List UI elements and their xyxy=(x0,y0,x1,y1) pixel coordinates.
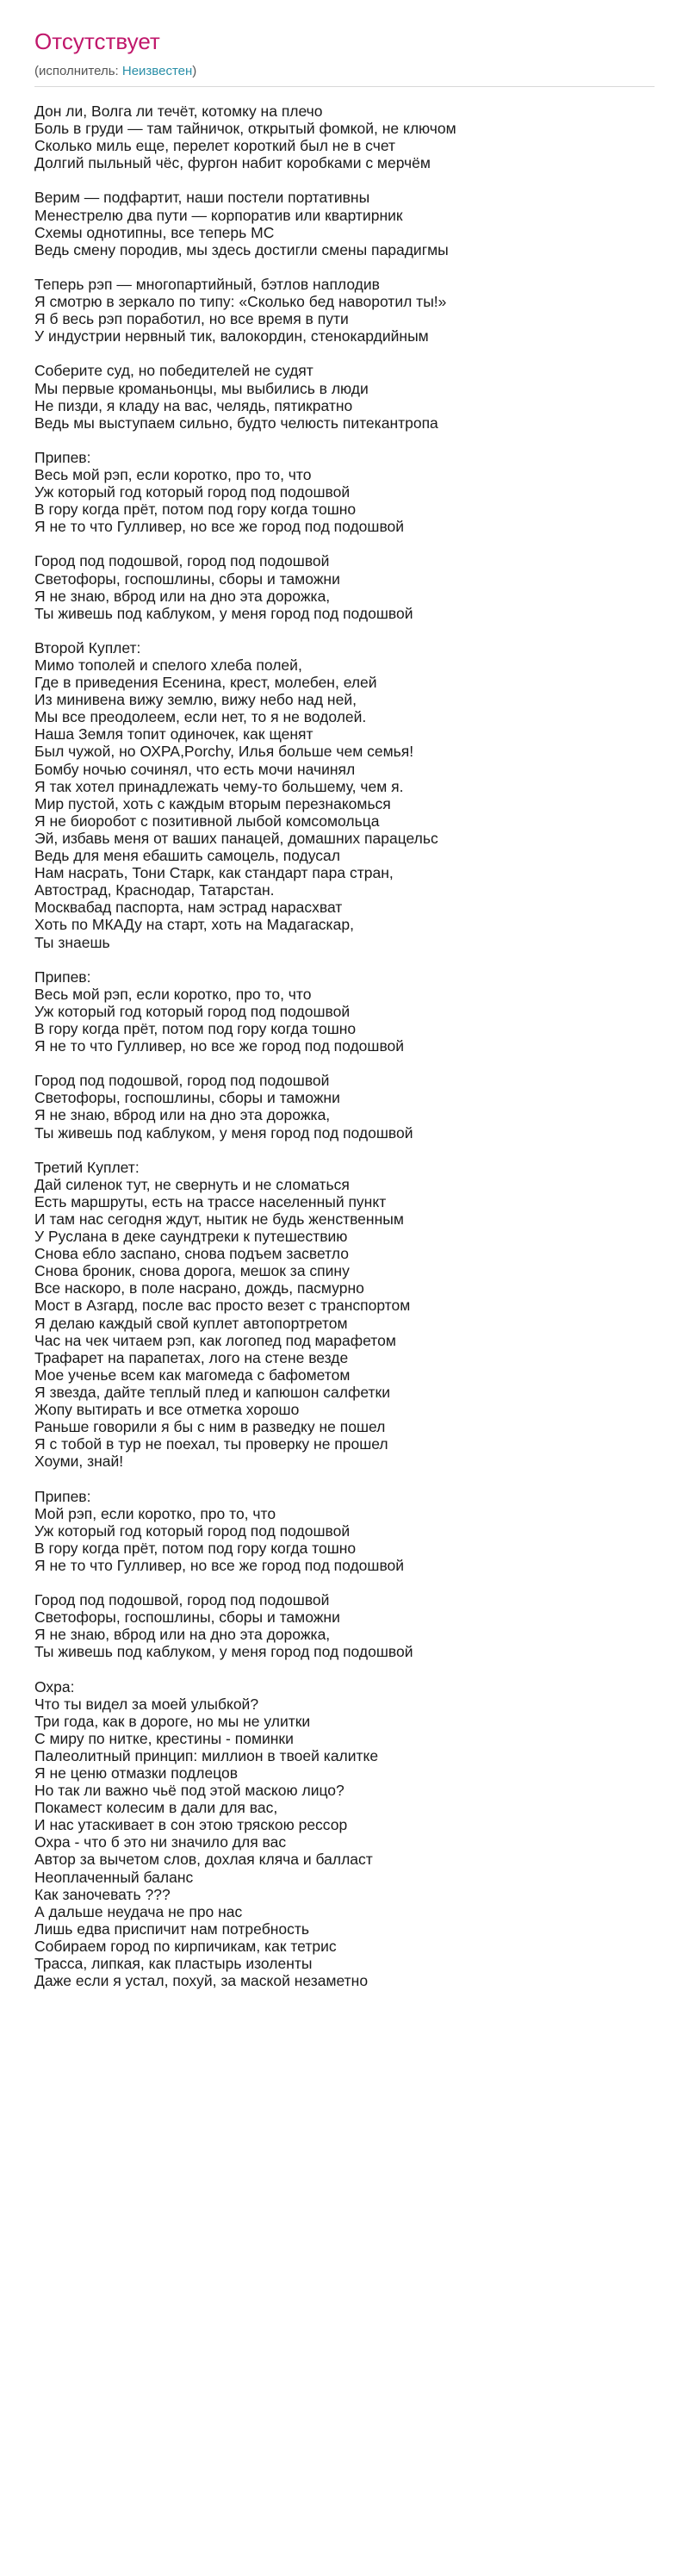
lyrics-line: Мое ученье всем как магомеда с бафометом xyxy=(34,1366,351,1384)
lyrics-line: Ты живешь под каблуком, у меня город под подошвой xyxy=(34,1643,413,1661)
lyrics-line: И там нас сегодня ждут, нытик не будь женственным xyxy=(34,1210,404,1228)
lyrics-line: Менестрелю два пути — корпоратив или квартирник xyxy=(34,206,403,224)
lyrics-line: Где в приведения Есенина, крест, молебен, елей xyxy=(34,674,377,692)
artist-prefix: (исполнитель: xyxy=(34,64,122,78)
lyrics-stanza xyxy=(34,189,655,258)
lyrics-line: Я так хотел принадлежать чему-то большему, чем я. xyxy=(34,777,404,795)
lyrics-line: Москвабад паспорта, нам эстрад нарасхват xyxy=(34,899,343,917)
lyrics-line: Город под подошвой, город под подошвой xyxy=(34,552,330,570)
lyrics-line: Все наскоро, в поле насрано, дождь, пасмурно xyxy=(34,1279,364,1297)
lyrics-line: Схемы однотипны, все теперь МС xyxy=(34,223,275,241)
lyrics-line: Второй Куплет: xyxy=(34,638,141,656)
lyrics-line: Дон ли, Волга ли течёт, котомку на плечо xyxy=(34,103,323,120)
lyrics-line: Припев: xyxy=(34,448,91,466)
lyrics-line: Бомбу ночью сочинял, что есть мочи начинял xyxy=(34,760,356,778)
lyrics-line: Теперь рэп — многопартийный, бэтлов наплодив xyxy=(34,275,380,293)
lyrics-line: В гору когда прёт, потом под гору когда тошно xyxy=(34,1539,357,1557)
lyrics-line: Автор за вычетом слов, дохлая кляча и балласт xyxy=(34,1851,373,1869)
lyrics-line: Жопу вытирать и все отметка хорошо xyxy=(34,1401,300,1419)
lyrics-line: Город под подошвой, город под подошвой xyxy=(34,1072,330,1090)
lyrics-line: Лишь едва приспичит нам потребность xyxy=(34,1920,309,1938)
lyrics-line: Трасса, липкая, как пластырь изоленты xyxy=(34,1955,313,1973)
lyrics-line: Я б весь рэп поработил, но все время в пути xyxy=(34,310,349,328)
lyrics-line: Как заночевать ??? xyxy=(34,1885,171,1903)
lyrics-line: Я не то что Гулливер, но все же город под подошвой xyxy=(34,1037,405,1055)
lyrics-line: У Руслана в деке саундтреки к путешествию xyxy=(34,1228,348,1246)
lyrics-line: Долгий пыльный чёс, фургон набит коробками с мерчём xyxy=(34,154,431,172)
lyrics-line: Я не то что Гулливер, но все же город под подошвой xyxy=(34,518,405,536)
lyrics-line: Но так ли важно чьё под этой маскою лицо? xyxy=(34,1782,344,1800)
lyrics-stanza xyxy=(34,449,655,535)
artist-line xyxy=(34,64,655,79)
lyrics-line: А дальше неудача не про нас xyxy=(34,1902,243,1920)
lyrics-line: Хоть по МКАДу на старт, хоть на Мадагаскар, xyxy=(34,916,354,934)
lyrics-line: Третий Куплет: xyxy=(34,1158,140,1176)
lyrics-line: В гору когда прёт, потом под гору когда тошно xyxy=(34,1019,357,1037)
lyrics-stanza xyxy=(34,276,655,345)
lyrics-line: Припев: xyxy=(34,968,91,986)
lyrics-line: И нас утаскивает в сон этою тряскою рессор xyxy=(34,1816,348,1834)
lyrics-line: Мост в Азгард, после вас просто везет с транспортом xyxy=(34,1297,411,1315)
lyrics-line: Светофоры, госпошлины, сборы и таможни xyxy=(34,1089,340,1107)
lyrics-line: Снова броник, снова дорога, мешок за спину xyxy=(34,1262,350,1280)
lyrics-line: Трафарет на парапетах, лого на стене везде xyxy=(34,1348,349,1366)
lyrics-line: Собираем город по кирпичикам, как тетрис xyxy=(34,1937,337,1955)
lyrics-line: Мой рэп, если коротко, про то, что xyxy=(34,1504,276,1522)
artist-suffix: ) xyxy=(192,64,197,78)
lyrics-line: Эй, избавь меня от ваших панацей, домашних парацельс xyxy=(34,829,438,847)
lyrics-body xyxy=(34,103,655,1989)
lyrics-line: Ты живешь под каблуком, у меня город под подошвой xyxy=(34,1123,413,1142)
lyrics-line: Мимо тополей и спелого хлеба полей, xyxy=(34,656,302,674)
lyrics-line: Нам насрать, Тони Старк, как стандарт пара стран, xyxy=(34,864,394,882)
lyrics-line: Ты знаешь xyxy=(34,933,110,951)
lyrics-line: С миру по нитке, крестины - поминки xyxy=(34,1729,294,1747)
lyrics-line: Весь мой рэп, если коротко, про то, что xyxy=(34,465,312,483)
lyrics-line: В гору когда прёт, потом под гору когда тошно xyxy=(34,501,357,519)
lyrics-line: Верим — подфартит, наши постели портативны xyxy=(34,189,370,207)
lyrics-line: У индустрии нервный тик, валокордин, стенокардийным xyxy=(34,327,429,345)
lyrics-stanza xyxy=(34,968,655,1055)
lyrics-line: Уж который год который город под подошвой xyxy=(34,1521,351,1540)
lyrics-line: Мы все преодолеем, если нет, то я не водолей. xyxy=(34,708,367,726)
lyrics-line: Светофоры, госпошлины, сборы и таможни xyxy=(34,569,340,588)
artist-link[interactable]: Неизвестен xyxy=(121,64,193,78)
lyrics-line: Дай силенок тут, не свернуть и не сломаться xyxy=(34,1175,350,1193)
lyrics-line: Я не знаю, вброд или на дно эта дорожка, xyxy=(34,587,331,605)
lyrics-line: Ведь смену породив, мы здесь достигли смены парадигмы xyxy=(34,240,449,258)
lyrics-line: Неоплаченный баланс xyxy=(34,1868,194,1886)
lyrics-stanza xyxy=(34,1678,655,1990)
lyrics-line: Уж который год который город под подошвой xyxy=(34,483,351,501)
lyrics-line: Хоуми, знай! xyxy=(34,1453,124,1471)
lyrics-line: Мир пустой, хоть с каждым вторым перезнакомься xyxy=(34,794,391,812)
lyrics-line: Был чужой, но ОХРА,Porchy, Илья больше чем семья! xyxy=(34,743,414,761)
lyrics-line: Час на чек читаем рэп, как логопед под марафетом xyxy=(34,1331,396,1349)
lyrics-line: Наша Земля топит одиночек, как щенят xyxy=(34,725,313,744)
lyrics-line: Уж который год который город под подошвой xyxy=(34,1002,351,1020)
lyrics-line: Автострад, Краснодар, Татарстан. xyxy=(34,881,275,899)
lyrics-line: Соберите суд, но победителей не судят xyxy=(34,362,313,380)
lyrics-line: Я не знаю, вброд или на дно эта дорожка, xyxy=(34,1626,331,1644)
lyrics-line: Весь мой рэп, если коротко, про то, что xyxy=(34,985,312,1003)
lyrics-line: Я не знаю, вброд или на дно эта дорожка, xyxy=(34,1106,331,1124)
lyrics-line: Припев: xyxy=(34,1487,91,1505)
lyrics-line: Ведь мы выступаем сильно, будто челюсть питекантропа xyxy=(34,414,438,432)
lyrics-stanza xyxy=(34,103,655,171)
lyrics-line: Раньше говорили я бы с ним в разведку не пошел xyxy=(34,1418,386,1436)
lyrics-line: Снова ебло заспано, снова подъем засветло xyxy=(34,1245,349,1263)
lyrics-line: Я с тобой в тур не поехал, ты проверку не прошел xyxy=(34,1435,388,1453)
lyrics-stanza xyxy=(34,1488,655,1574)
lyrics-line: Я звезда, дайте теплый плед и капюшон салфетки xyxy=(34,1383,390,1401)
lyrics-line: Есть маршруты, есть на трассе населенный пункт xyxy=(34,1192,387,1210)
lyrics-line: Я не то что Гулливер, но все же город под подошвой xyxy=(34,1556,405,1574)
lyrics-line: Я не биоробот с позитивной лыбой комсомольца xyxy=(34,812,380,830)
lyrics-stanza xyxy=(34,1072,655,1141)
lyrics-line: Светофоры, госпошлины, сборы и таможни xyxy=(34,1608,340,1627)
lyrics-line: Я смотрю в зеркало по типу: «Сколько бед наворотил ты!» xyxy=(34,293,447,311)
lyrics-line: Не пизди, я кладу на вас, челядь, пятикратно xyxy=(34,396,353,414)
lyrics-line: Я делаю каждый свой куплет автопортретом xyxy=(34,1314,348,1332)
song-title: Отсутствует xyxy=(34,28,160,54)
lyrics-line: Сколько миль еще, перелет короткий был не в счет xyxy=(34,137,396,155)
lyrics-line: Охра: xyxy=(34,1677,75,1696)
lyrics-line: Ты живешь под каблуком, у меня город под подошвой xyxy=(34,604,413,622)
lyrics-line: Покамест колесим в дали для вас, xyxy=(34,1799,278,1817)
lyrics-line: Что ты видел за моей улыбкой? xyxy=(34,1695,259,1713)
lyrics-line: Боль в груди — там тайничок, открытый фомкой, не ключом xyxy=(34,120,456,138)
lyrics-line: Охра - что б это ни значило для вас xyxy=(34,1833,287,1851)
lyrics-line: Три года, как в дороге, но мы не улитки xyxy=(34,1712,311,1730)
lyrics-stanza xyxy=(34,1591,655,1660)
lyrics-stanza xyxy=(34,362,655,431)
lyrics-line: Город под подошвой, город под подошвой xyxy=(34,1591,330,1609)
lyrics-line: Из минивена вижу землю, вижу небо над ней, xyxy=(34,691,357,709)
lyrics-line: Палеолитный принцип: миллион в твоей калитке xyxy=(34,1746,379,1764)
lyrics-line: Я не ценю отмазки подлецов xyxy=(34,1764,239,1782)
lyrics-line: Даже если я устал, похуй, за маской незаметно xyxy=(34,1972,369,1990)
lyrics-line: Ведь для меня ебашить самоцель, подусал xyxy=(34,847,340,865)
lyrics-stanza xyxy=(34,639,655,951)
lyrics-stanza xyxy=(34,1159,655,1471)
title-divider xyxy=(34,86,655,87)
lyrics-line: Мы первые кроманьонцы, мы выбились в люди xyxy=(34,379,369,397)
lyrics-stanza xyxy=(34,552,655,621)
